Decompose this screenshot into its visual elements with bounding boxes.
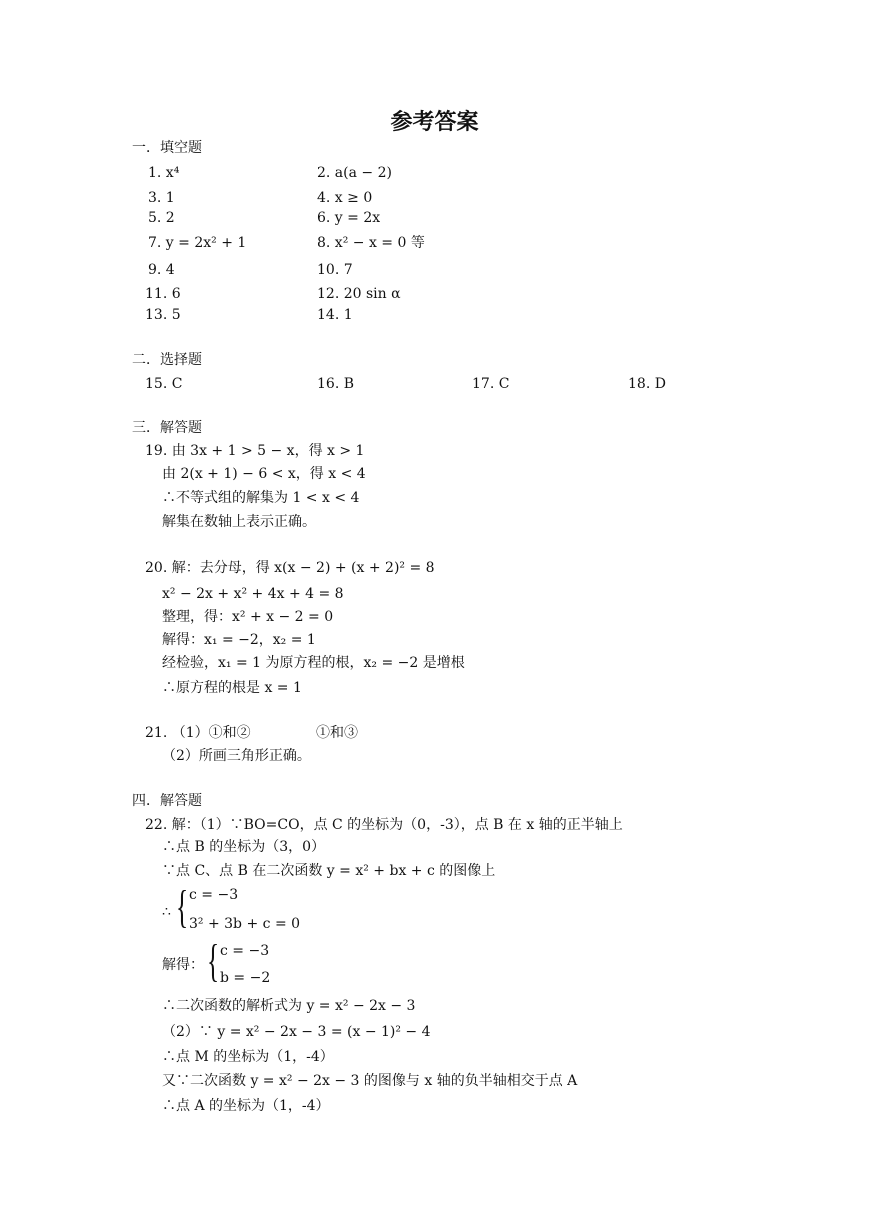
answer-4: 4. x ≥ 0 bbox=[317, 190, 373, 206]
q20-line-1: 20. 解：去分母，得 x(x − 2) + (x + 2)² = 8 bbox=[145, 560, 435, 576]
answer-16: 16. B bbox=[317, 376, 355, 392]
q22-line-7: 又∵二次函数 y = x² − 2x − 3 的图像与 x 轴的负半轴相交于点 A bbox=[162, 1073, 578, 1089]
answer-18: 18. D bbox=[628, 376, 666, 392]
answer-6: 6. y = 2x bbox=[317, 210, 381, 226]
q20-line-3: 整理，得：x² + x − 2 = 0 bbox=[162, 609, 334, 625]
answer-8: 8. x² − x = 0 等 bbox=[317, 235, 425, 251]
page-title: 参考答案 bbox=[390, 110, 479, 135]
system-2-eq-1: c = −3 bbox=[220, 943, 270, 959]
q19-line-4: 解集在数轴上表示正确。 bbox=[162, 514, 316, 530]
answer-11: 11. 6 bbox=[145, 286, 181, 302]
answer-3: 3. 1 bbox=[148, 190, 175, 206]
q20-line-5: 经检验，x₁ = 1 为原方程的根，x₂ = −2 是增根 bbox=[162, 655, 465, 671]
q20-line-4: 解得：x₁ = −2，x₂ = 1 bbox=[162, 632, 316, 648]
section-solve2-heading: 四．解答题 bbox=[132, 793, 202, 809]
answer-10: 10. 7 bbox=[317, 262, 353, 278]
answer-12: 12. 20 sin α bbox=[317, 286, 401, 302]
q22-line-5: （2）∵ y = x² − 2x − 3 = (x − 1)² − 4 bbox=[162, 1024, 431, 1040]
system-1-eq-2: 3² + 3b + c = 0 bbox=[189, 916, 301, 932]
q22-line-8: ∴点 A 的坐标为（1，-4） bbox=[162, 1098, 330, 1114]
q21-line-2: （2）所画三角形正确。 bbox=[162, 748, 311, 764]
q22-line-6: ∴点 M 的坐标为（1，-4） bbox=[162, 1049, 334, 1065]
q20-line-2: x² − 2x + x² + 4x + 4 = 8 bbox=[162, 586, 344, 602]
system-2-eq-2: b = −2 bbox=[220, 970, 271, 986]
section-solve-heading: 三．解答题 bbox=[132, 420, 202, 436]
q22-line-2: ∴点 B 的坐标为（3，0） bbox=[162, 839, 326, 855]
answer-page: 参考答案 一．填空题 1. x⁴ 2. a(a − 2) 3. 1 4. x ≥ 0 5. 2 6. y = 2x 7. y = 2x² + 1 8. x² − x = 0 等 9. 4 10. 7 11. 6 12. 20 sin α 13. 5 14. 1 二．选择题 15. C 16. B 17. C 18. D 三．解答题 19. 由 3x + 1 > 5 − x，得 x > 1 由 2(x + 1) − 6 < x，得 x < 4 ∴不等式组的解集为 1 < x < 4 解集在数轴上表示正确。 20. 解：去分母，得 x(x − 2) + (x + 2)² = 8 x² − 2x + x² + 4x + 4 = 8 整理，得：x² + x − 2 = 0 解得：x₁ = −2，x₂ = 1 经检验，x₁ = 1 为原方程的根，x₂ = −2 是增根 ∴原方程的根是 x = 1 21. （1）①和② ①和③ （2）所画三角形正确。 四．解答题 22. 解：（1）∵BO=CO，点 C 的坐标为（0，-3），点 B 在 x 轴的正半轴上 ∴点 B 的坐标为（3，0） ∵点 C、点 B 在二次函数 y = x² + bx + c 的图像上 ∴ { c = −3 3² + 3b + c = 0 解得： { c = −3 b = −2 ∴二次函数的解析式为 y = x² − 2x − 3 （2）∵ y = x² − 2x − 3 = (x − 1)² − 4 ∴点 M 的坐标为（1，-4） 又∵二次函数 y = x² − 2x − 3 的图像与 x 轴的负半轴相交于点 A ∴点 A 的坐标为（1，-4） bbox=[0, 0, 869, 1228]
answer-2: 2. a(a − 2) bbox=[317, 165, 392, 181]
q22-line-4: ∴二次函数的解析式为 y = x² − 2x − 3 bbox=[162, 998, 416, 1014]
q19-line-1: 19. 由 3x + 1 > 5 − x，得 x > 1 bbox=[145, 443, 365, 459]
answer-1: 1. x⁴ bbox=[148, 165, 180, 181]
solve-label: 解得： bbox=[162, 957, 204, 973]
therefore-symbol: ∴ bbox=[162, 904, 171, 920]
answer-13: 13. 5 bbox=[145, 307, 181, 323]
answer-15: 15. C bbox=[145, 376, 183, 392]
q22-line-1: 22. 解：（1）∵BO=CO，点 C 的坐标为（0，-3），点 B 在 x 轴的正半轴上 bbox=[145, 817, 623, 833]
answer-14: 14. 1 bbox=[317, 307, 353, 323]
answer-17: 17. C bbox=[472, 376, 510, 392]
q19-line-2: 由 2(x + 1) − 6 < x，得 x < 4 bbox=[162, 466, 366, 482]
section-fill-in-heading: 一．填空题 bbox=[132, 140, 202, 156]
q20-line-6: ∴原方程的根是 x = 1 bbox=[162, 680, 302, 696]
answer-5: 5. 2 bbox=[148, 210, 175, 226]
system-1-eq-1: c = −3 bbox=[189, 887, 239, 903]
section-choice-heading: 二．选择题 bbox=[132, 352, 202, 368]
q21-line-1: 21. （1）①和② bbox=[145, 725, 251, 741]
q19-line-3: ∴不等式组的解集为 1 < x < 4 bbox=[162, 490, 360, 506]
answer-9: 9. 4 bbox=[148, 262, 175, 278]
answer-7: 7. y = 2x² + 1 bbox=[148, 235, 247, 251]
q21-line-1b: ①和③ bbox=[316, 725, 358, 741]
q22-line-3: ∵点 C、点 B 在二次函数 y = x² + bx + c 的图像上 bbox=[162, 863, 496, 879]
